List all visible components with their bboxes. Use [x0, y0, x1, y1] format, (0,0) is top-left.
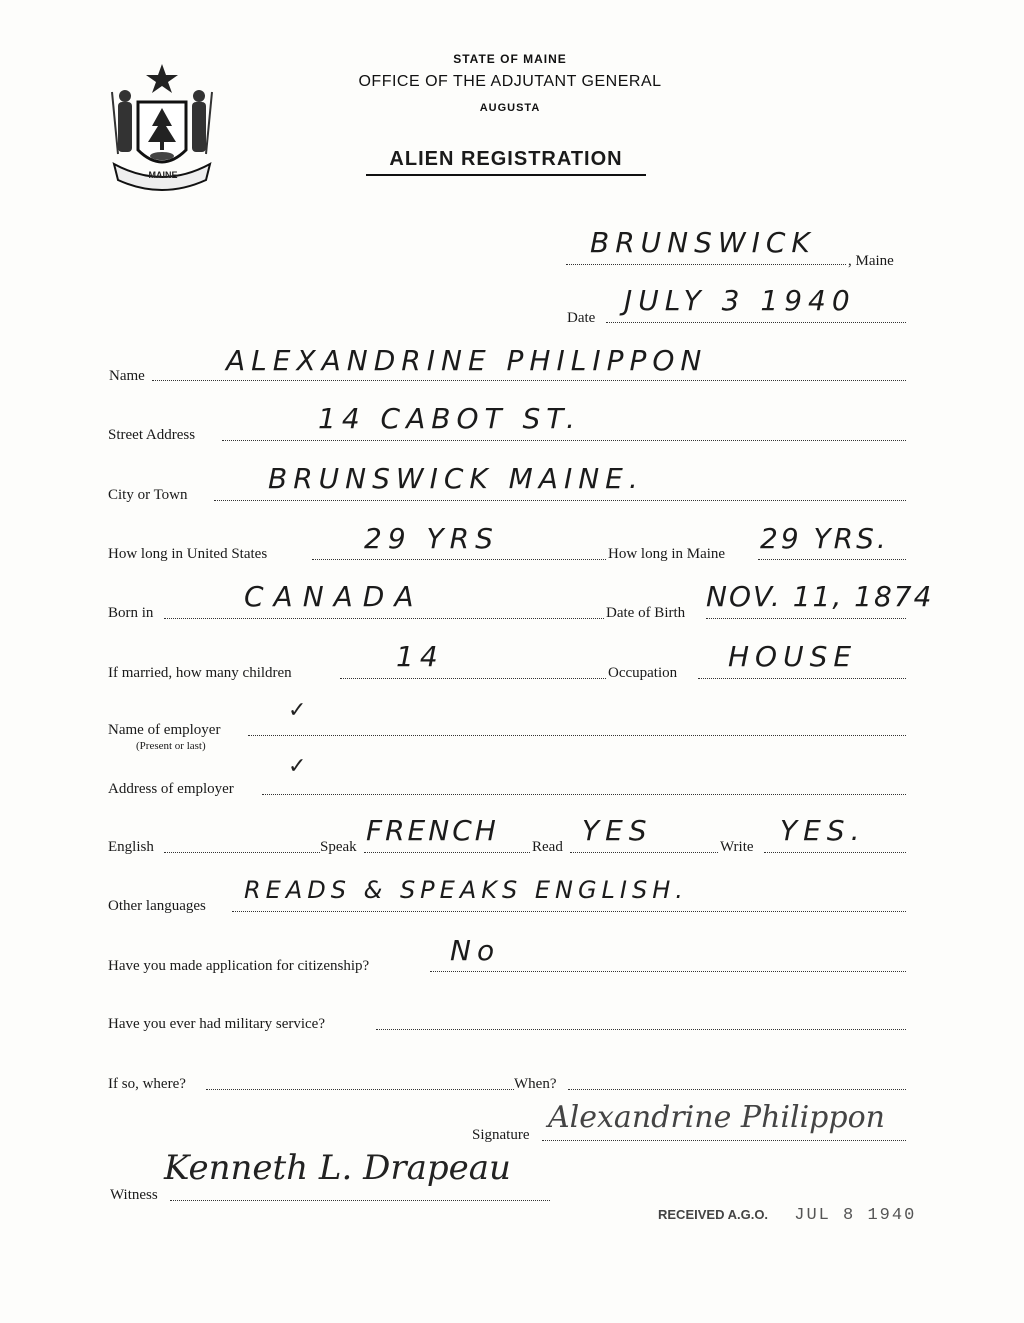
born-in-label: Born in [108, 605, 154, 621]
occupation-value: HOUSE [728, 640, 858, 673]
born-in-line [164, 618, 604, 619]
employer-name-label: Name of employer [108, 722, 221, 738]
header-state: STATE OF MAINE [453, 52, 567, 66]
citizenship-line [430, 971, 906, 972]
speak-value: FRENCH [366, 814, 499, 847]
years-maine-line [758, 559, 906, 560]
street-address-value: 14 CABOT ST. [318, 402, 581, 435]
other-languages-value: READS & SPEAKS ENGLISH. [244, 876, 688, 904]
city-label: City or Town [108, 487, 188, 503]
read-label: Read [532, 839, 563, 855]
date-line [606, 322, 906, 323]
received-stamp-text: RECEIVED A.G.O. [658, 1207, 769, 1222]
citizenship-value: No [450, 934, 501, 967]
header-office: OFFICE OF THE ADJUTANT GENERAL [358, 73, 662, 90]
years-maine-value: 29 YRS. [760, 522, 889, 555]
military-service-label: Have you ever had military service? [108, 1016, 325, 1032]
date-label: Date [567, 310, 596, 326]
years-maine-label: How long in Maine [608, 546, 726, 562]
military-service-line [376, 1029, 906, 1030]
children-value: 14 [396, 640, 444, 673]
other-languages-line [232, 911, 906, 912]
speak-line [364, 852, 530, 853]
signature-value: Alexandrine Philippon [548, 1100, 885, 1135]
signature-line [542, 1140, 906, 1141]
employer-name-checkmark: ✓ [288, 698, 307, 723]
employer-address-label: Address of employer [108, 781, 234, 797]
occupation-label: Occupation [608, 665, 678, 681]
place-line [566, 264, 846, 265]
english-line [164, 852, 320, 853]
speak-label: Speak [320, 839, 357, 855]
received-stamp [658, 1206, 916, 1225]
employer-name-sublabel: (Present or last) [136, 740, 206, 752]
children-line [340, 678, 606, 679]
city-line [214, 500, 906, 501]
date-of-birth-value: NOV. 11, 1874 [706, 580, 934, 613]
read-value: YES [582, 814, 653, 847]
name-label: Name [109, 368, 145, 384]
years-us-line [312, 559, 606, 560]
street-address-line [222, 440, 906, 441]
read-line [570, 852, 718, 853]
signature-label: Signature [472, 1127, 530, 1143]
seal-banner-text: MAINE [148, 170, 178, 180]
place-suffix-label: , Maine [848, 253, 894, 269]
witness-label: Witness [110, 1187, 158, 1203]
received-stamp-date: JUL 8 1940 [794, 1206, 917, 1225]
write-value: YES. [780, 814, 866, 847]
place-value: BRUNSWICK [590, 226, 816, 259]
name-line [152, 380, 906, 381]
employer-name-line [248, 735, 906, 736]
when-line [568, 1089, 906, 1090]
children-label: If married, how many children [108, 665, 292, 681]
write-line [764, 852, 906, 853]
city-value: BRUNSWICK MAINE. [268, 462, 644, 495]
title-underline [366, 174, 646, 176]
date-of-birth-line [706, 618, 906, 619]
years-us-label: How long in United States [108, 546, 268, 562]
date-value: JULY 3 1940 [624, 284, 856, 317]
witness-value: Kenneth L. Drapeau [164, 1148, 511, 1188]
date-of-birth-label: Date of Birth [606, 605, 686, 621]
english-label: English [108, 839, 154, 855]
years-us-value: 29 YRS [364, 522, 499, 555]
street-address-label: Street Address [108, 427, 196, 443]
name-value: ALEXANDRINE PHILIPPON [226, 344, 708, 377]
where-line [206, 1089, 514, 1090]
citizenship-label: Have you made application for citizenship? [108, 958, 370, 974]
employer-address-checkmark: ✓ [288, 754, 307, 779]
when-label: When? [514, 1076, 557, 1092]
write-label: Write [720, 839, 754, 855]
header-city: AUGUSTA [479, 102, 541, 114]
other-languages-label: Other languages [108, 898, 206, 914]
occupation-line [698, 678, 906, 679]
where-label: If so, where? [108, 1076, 186, 1092]
witness-line [170, 1200, 550, 1201]
born-in-value: CANADA [244, 580, 424, 613]
employer-address-line [262, 794, 906, 795]
form-title: ALIEN REGISTRATION [389, 148, 623, 170]
